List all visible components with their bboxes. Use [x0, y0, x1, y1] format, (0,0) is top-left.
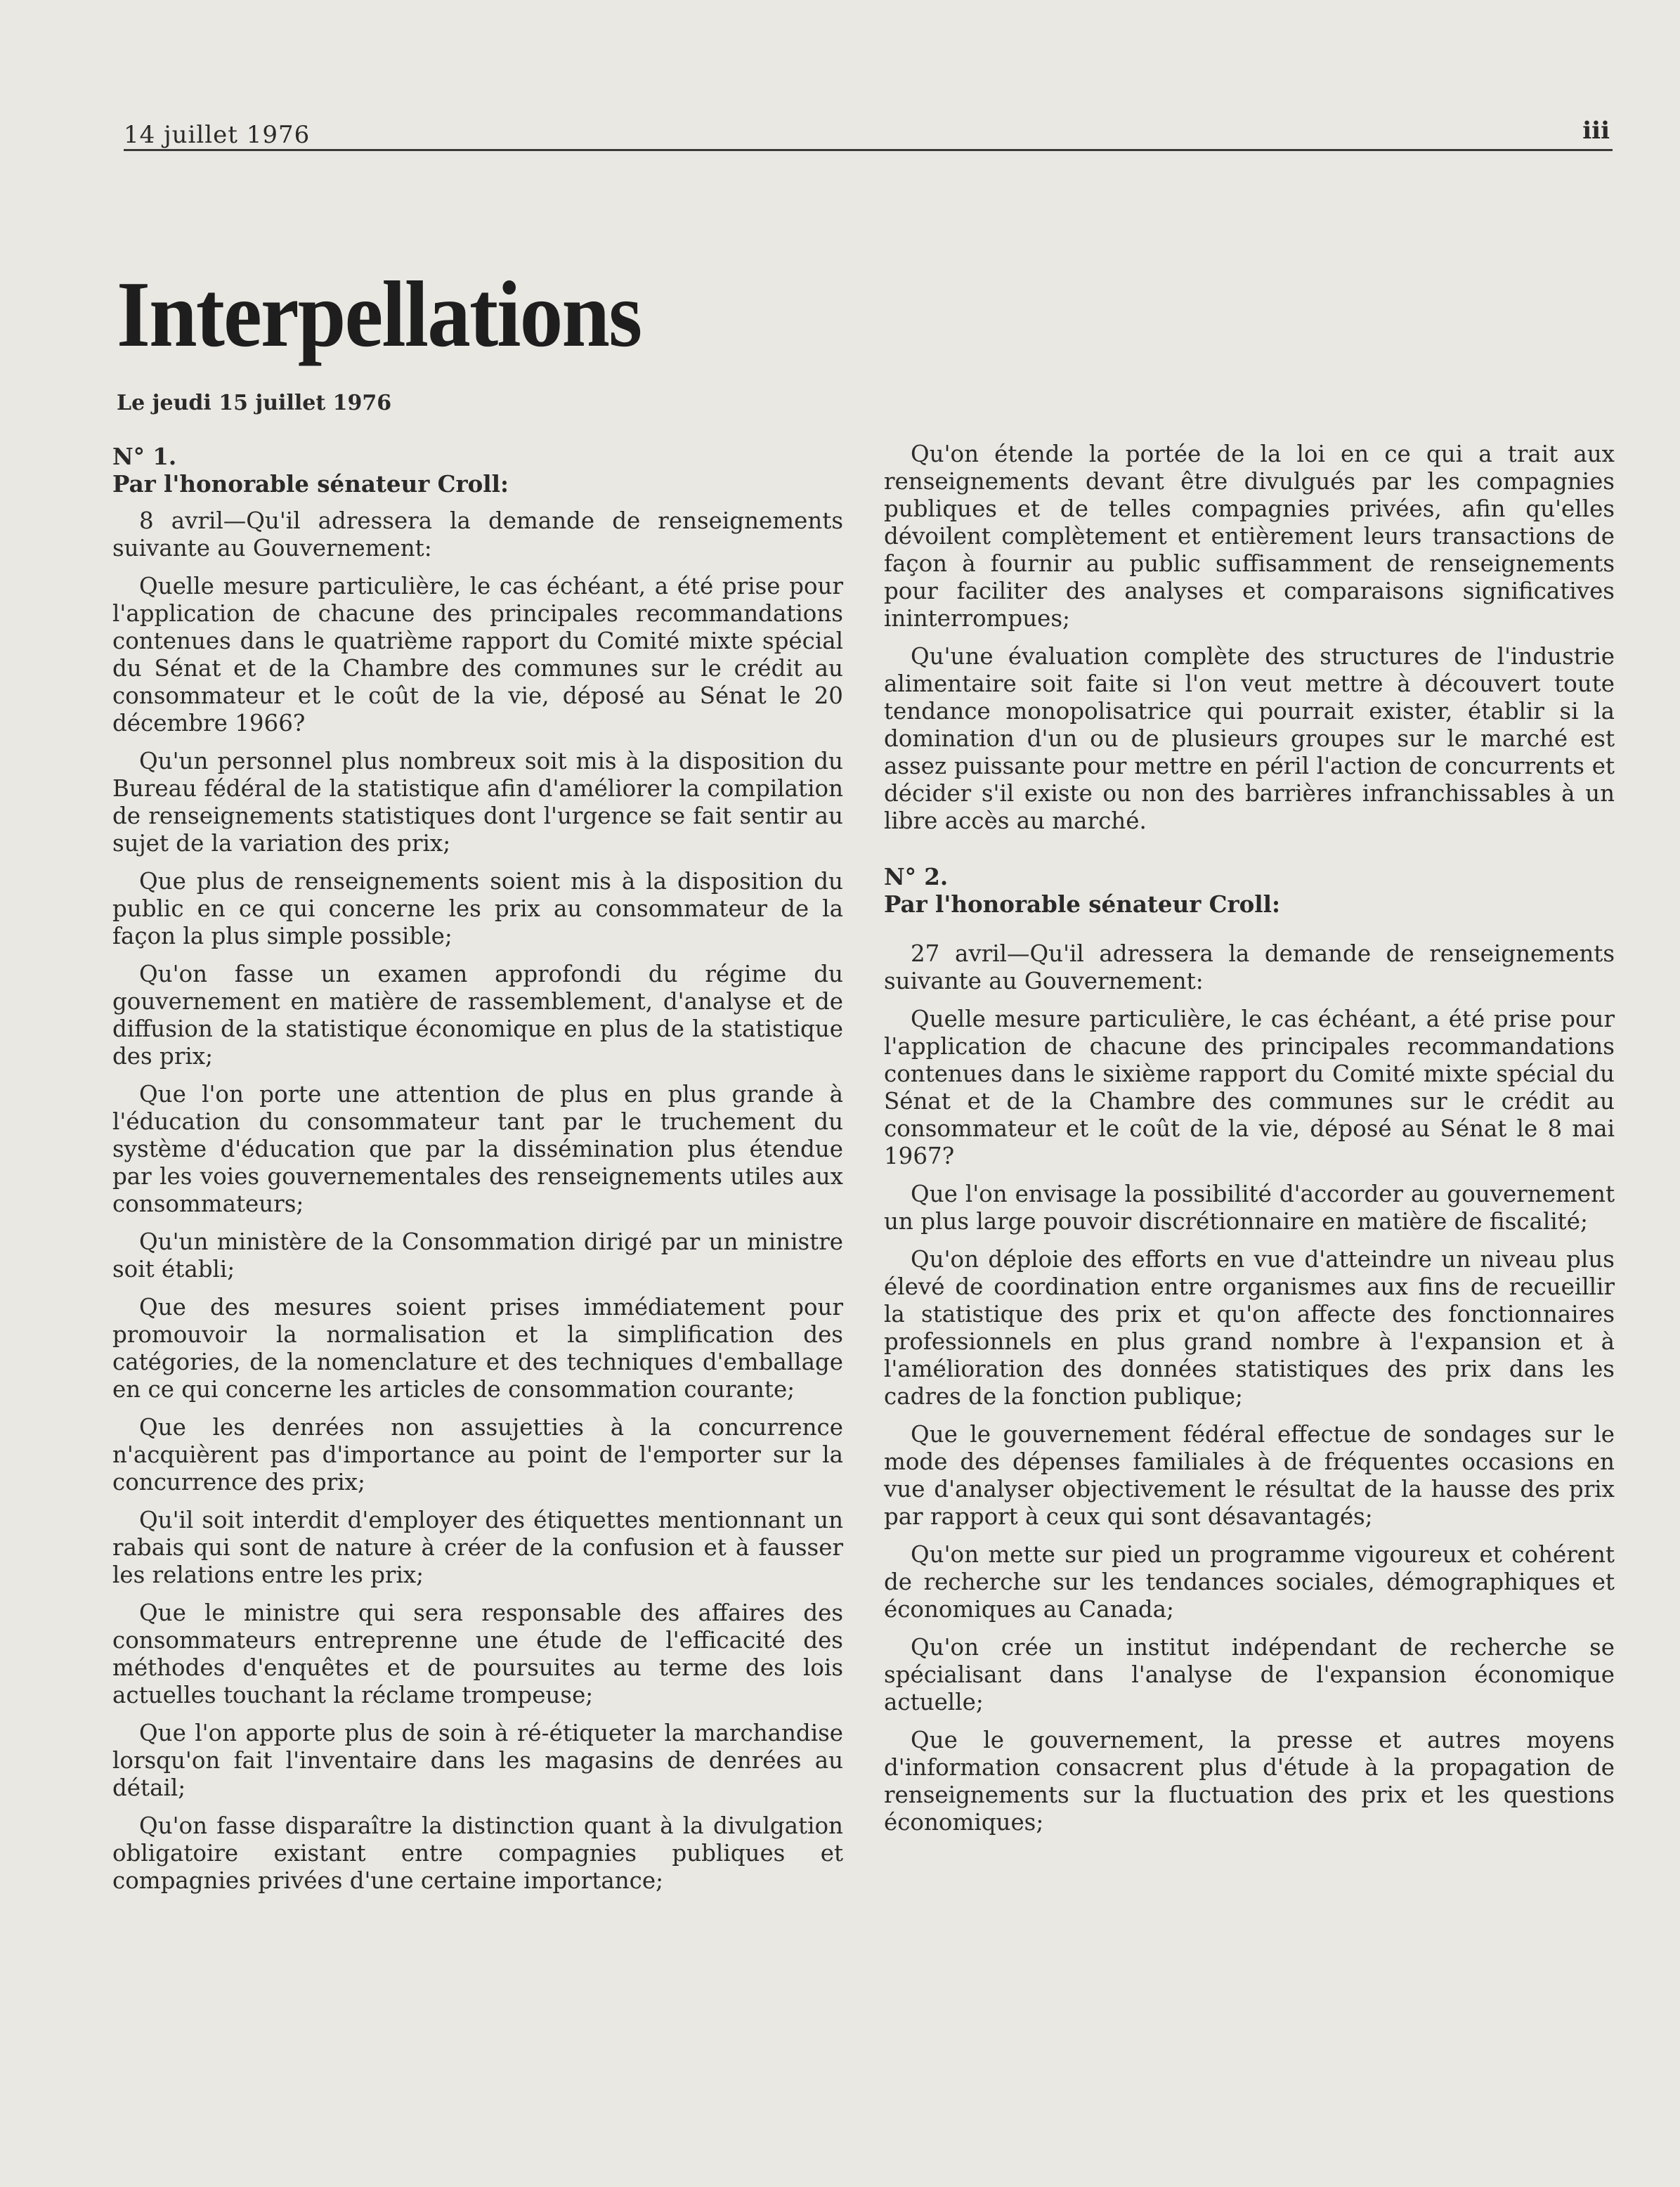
question-number: N° 2.	[884, 863, 949, 890]
paragraph: Qu'une évaluation complète des structures de l'industrie alimentaire soit faite si l'on veut mettre à découvert toute tendance monopolisatrice qui pourrait exister, établir si la domination d'un ou de plusieurs groupes sur le marché est assez puissante pour mettre en péril l'action de concurrents et décider s'il existe ou non des barrières infranchissables à un libre accès au marché.	[884, 643, 1615, 834]
paragraph: Quelle mesure particulière, le cas échéant, a été prise pour l'application de chacune des principales recommandations contenues dans le sixième rapport du Comité mixte spécial du Sénat et de la Chambre des communes sur le crédit au consommateur et le coût de la vie, déposé au Sénat le 8 mai 1967?	[884, 1006, 1615, 1169]
sitting-date: Le jeudi 15 juillet 1976	[117, 391, 392, 415]
paragraph: Qu'on étende la portée de la loi en ce qui a trait aux renseignements devant être divulgués par les compagnies publiques et de telles compagnies privées, afin qu'elles dévoilent complètement et entièrement leurs transactions de façon à fournir au public suffisamment de renseignements pour faciliter des analyses et comparaisons significatives ininterrompues;	[884, 441, 1615, 632]
header-rule	[124, 149, 1613, 151]
left-column	[112, 443, 843, 1905]
right-column	[884, 441, 1615, 1847]
paragraph: Que le gouvernement fédéral effectue de sondages sur le mode des dépenses familiales à de fréquentes occasions en vue d'analyser objectivement le résultat de la hausse des prix par rapport à ceux qui sont désavantagés;	[884, 1421, 1615, 1530]
paragraph: Qu'on fasse disparaître la distinction quant à la divulgation obligatoire existant entre compagnies publiques et compagnies privées d'une certaine importance;	[112, 1812, 843, 1894]
paragraph: Qu'il soit interdit d'employer des étiquettes mentionnant un rabais qui sont de nature à créer de la confusion et à fausser les relations entre les prix;	[112, 1507, 843, 1588]
paragraph: Quelle mesure particulière, le cas échéant, a été prise pour l'application de chacune des principales recommandations contenues dans le quatrième rapport du Comité mixte spécial du Sénat et de la Chambre des communes sur le crédit au consommateur et le coût de la vie, déposé au Sénat le 20 décembre 1966?	[112, 573, 843, 736]
question-author: Par l'honorable sénateur Croll:	[884, 890, 1280, 918]
paragraph: Que le ministre qui sera responsable des affaires des consommateurs entreprenne une étude de l'efficacité des méthodes d'enquêtes et de poursuites au terme des lois actuelles touchant la réclame trompeuse;	[112, 1599, 843, 1708]
paragraph: Que l'on apporte plus de soin à ré-étiqueter la marchandise lorsqu'on fait l'inventaire dans les magasins de denrées au détail;	[112, 1720, 843, 1801]
paragraph: Que des mesures soient prises immédiatement pour promouvoir la normalisation et la simplification des catégories, de la nomenclature et des techniques d'emballage en ce qui concerne les articles de consommation courante;	[112, 1294, 843, 1403]
paragraph: Qu'on crée un institut indépendant de recherche se spécialisant dans l'analyse de l'expansion économique actuelle;	[884, 1634, 1615, 1715]
paragraph: Que les denrées non assujetties à la concurrence n'acquièrent pas d'importance au point de l'emporter sur la concurrence des prix;	[112, 1414, 843, 1495]
page-number: iii	[1582, 117, 1610, 145]
question-number: N° 1.	[112, 443, 177, 470]
paragraph: Qu'un ministère de la Consommation dirigé par un ministre soit établi;	[112, 1228, 843, 1283]
paragraph: Qu'on déploie des efforts en vue d'atteindre un niveau plus élevé de coordination entre organismes aux fins de recueillir la statistique des prix et qu'on affecte des fonctionnaires professionnels en plus grand nombre à l'expansion et à l'amélioration des données statistiques des prix dans les cadres de la fonction publique;	[884, 1246, 1615, 1410]
paragraph: Qu'on mette sur pied un programme vigoureux et cohérent de recherche sur les tendances sociales, démographiques et économiques au Canada;	[884, 1541, 1615, 1623]
question-author: Par l'honorable sénateur Croll:	[112, 470, 509, 498]
paragraph: 8 avril—Qu'il adressera la demande de renseignements suivante au Gouvernement:	[112, 507, 843, 562]
paragraph: Qu'un personnel plus nombreux soit mis à la disposition du Bureau fédéral de la statistique afin d'améliorer la compilation de renseignements statistiques dont l'urgence se fait sentir au sujet de la variation des prix;	[112, 748, 843, 857]
paragraph: 27 avril—Qu'il adressera la demande de renseignements suivante au Gouvernement:	[884, 940, 1615, 994]
header-date: 14 juillet 1976	[124, 121, 311, 149]
page-title: Interpellations	[117, 262, 642, 366]
paragraph: Que l'on porte une attention de plus en plus grande à l'éducation du consommateur tant par le truchement du système d'éducation que par la dissémination plus étendue par les voies gouvernementales des renseignements utiles aux consommateurs;	[112, 1081, 843, 1217]
paragraph: Que le gouvernement, la presse et autres moyens d'information consacrent plus d'étude à la propagation de renseignements sur la fluctuation des prix et les questions économiques;	[884, 1727, 1615, 1836]
paragraph: Que plus de renseignements soient mis à la disposition du public en ce qui concerne les prix au consommateur de la façon la plus simple possible;	[112, 868, 843, 949]
paragraph: Qu'on fasse un examen approfondi du régime du gouvernement en matière de rassemblement, d'analyse et de diffusion de la statistique économique en plus de la statistique des prix;	[112, 961, 843, 1070]
paragraph: Que l'on envisage la possibilité d'accorder au gouvernement un plus large pouvoir discrétionnaire en matière de fiscalité;	[884, 1181, 1615, 1235]
